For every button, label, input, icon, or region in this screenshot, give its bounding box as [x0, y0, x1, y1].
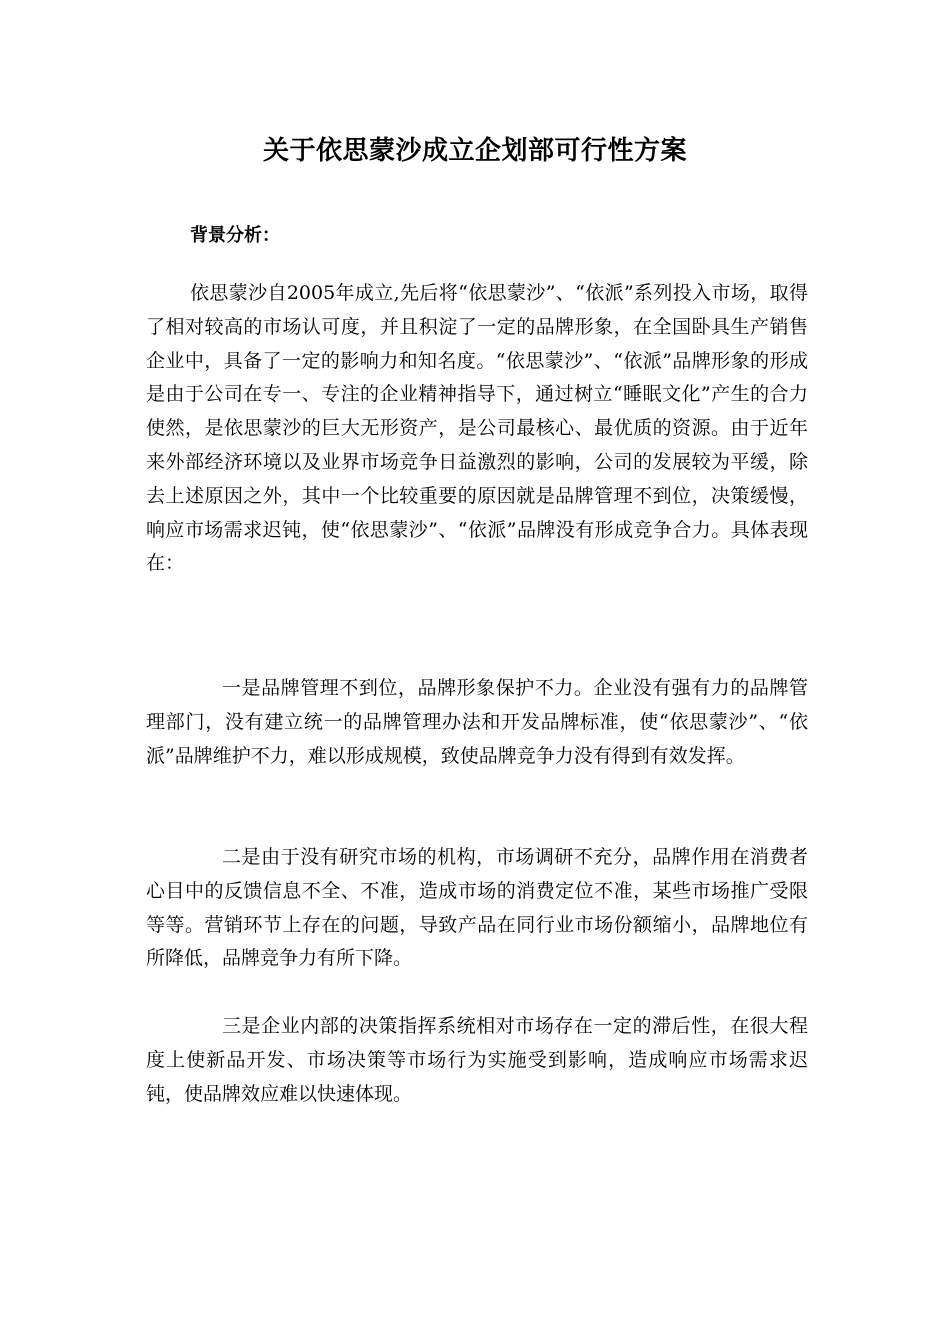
paragraph-point-one: 一是品牌管理不到位，品牌形象保护不力。企业没有强有力的品牌管理部门，没有建立统一的品牌管理办法和开发品牌标准，使“依思蒙沙”、“依派”品牌维护不力，难以形成规模，致使品牌竞争力没有得到有效发挥。 — [146, 677, 808, 767]
section-heading: 背景分析： — [190, 225, 280, 246]
paragraph-point-two: 二是由于没有研究市场的机构，市场调研不充分，品牌作用在消费者心目中的反馈信息不全、不准，造成市场的消费定位不准，某些市场推广受限等等。营销环节上存在的问题，导致产品在同行业市场份额缩小，品牌地位有所降低，品牌竞争力有所下降。 — [146, 846, 808, 970]
document-title: 关于依思蒙沙成立企划部可行性方案 — [262, 136, 687, 166]
paragraph-background: 依思蒙沙自2005年成立,先后将“依思蒙沙”、“依派”系列投入市场，取得了相对较高的市场认可度，并且积淀了一定的品牌形象，在全国卧具生产销售企业中，具备了一定的影响力和知名度。“依思蒙沙”、“依派”品牌形象的形成是由于公司在专一、专注的企业精神指导下，通过树立“睡眠文化”产生的合力使然，是依思蒙沙的巨大无形资产，是公司最核心、最优质的资源。由于近年来外部经济环境以及业界市场竞争日益激烈的影响，公司的发展较为平缓，除去上述原因之外，其中一个比较重要的原因就是品牌管理不到位，决策缓慢，响应市场需求迟钝，使“依思蒙沙”、“依派”品牌没有形成竞争合力。具体表现在： — [146, 282, 808, 575]
paragraph-point-three: 三是企业内部的决策指挥系统相对市场存在一定的滞后性，在很大程度上使新品开发、市场决策等市场行为实施受到影响，造成响应市场需求迟钝，使品牌效应难以快速体现。 — [146, 1015, 808, 1105]
